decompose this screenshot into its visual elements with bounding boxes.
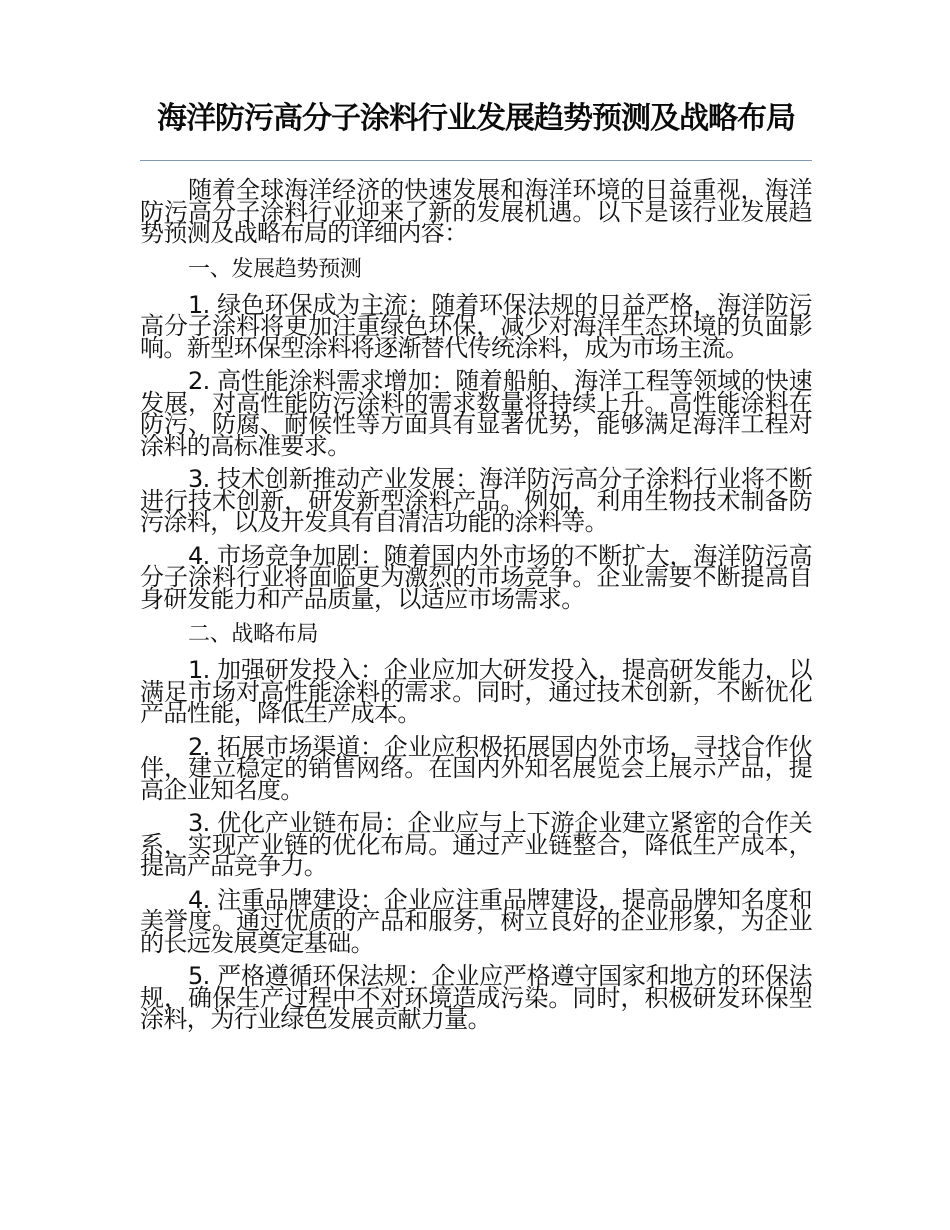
document-title: 海洋防污高分子涂料行业发展趋势预测及战略布局 — [157, 101, 795, 136]
document-body — [140, 176, 812, 1043]
strategy-item-4: 4. 注重品牌建设：企业应注重品牌建设，提高品牌知名度和美誉度。通过优质的产品和服务，树立良好的企业形象，为企业的长远发展奠定基础。 — [140, 885, 812, 957]
trend-item-3: 3. 技术创新推动产业发展：海洋防污高分子涂料行业将不断进行技术创新，研发新型涂料产品。例如，利用生物技术制备防污涂料，以及开发具有自清洁功能的涂料等。 — [140, 465, 812, 536]
strategy-item-1: 1. 加强研发投入：企业应加大研发投入，提高研发能力，以满足市场对高性能涂料的需求。同时，通过技术创新，不断优化产品性能，降低生产成本。 — [140, 656, 812, 727]
strategy-item-3: 3. 优化产业链布局：企业应与上下游企业建立紧密的合作关系，实现产业链的优化布局。通过产业链整合，降低生产成本，提高产品竞争力。 — [140, 809, 812, 880]
trend-item-1: 1. 绿色环保成为主流：随着环保法规的日益严格，海洋防污高分子涂料将更加注重绿色环保，减少对海洋生态环境的负面影响。新型环保型涂料将逐渐替代传统涂料，成为市场主流。 — [140, 290, 812, 362]
strategy-item-5: 5. 严格遵循环保法规：企业应严格遵守国家和地方的环保法规，确保生产过程中不对环境造成污染。同时，积极研发环保型涂料，为行业绿色发展贡献力量。 — [140, 962, 812, 1033]
section-heading-strategy: 二、战略布局 — [188, 622, 319, 647]
trend-item-2: 2. 高性能涂料需求增加：随着船舶、海洋工程等领域的快速发展，对高性能防污涂料的需求数量将持续上升。高性能涂料在防污、防腐、耐候性等方面具有显著优势，能够满足海洋工程对涂料的高标准要求。 — [140, 367, 812, 460]
intro-paragraph: 随着全球海洋经济的快速发展和海洋环境的日益重视，海洋防污高分子涂料行业迎来了新的发展机遇。以下是该行业发展趋势预测及战略布局的详细内容： — [140, 176, 812, 247]
section-heading-trends: 一、发展趋势预测 — [188, 256, 362, 282]
strategy-item-2: 2. 拓展市场渠道：企业应积极拓展国内外市场，寻找合作伙伴，建立稳定的销售网络。在国内外知名展览会上展示产品，提高企业知名度。 — [140, 732, 812, 804]
trend-item-4: 4. 市场竞争加剧：随着国内外市场的不断扩大，海洋防污高分子涂料行业将面临更为激烈的市场竞争。企业需要不断提高自身研发能力和产品质量，以适应市场需求。 — [140, 541, 812, 613]
title-divider — [140, 160, 812, 161]
